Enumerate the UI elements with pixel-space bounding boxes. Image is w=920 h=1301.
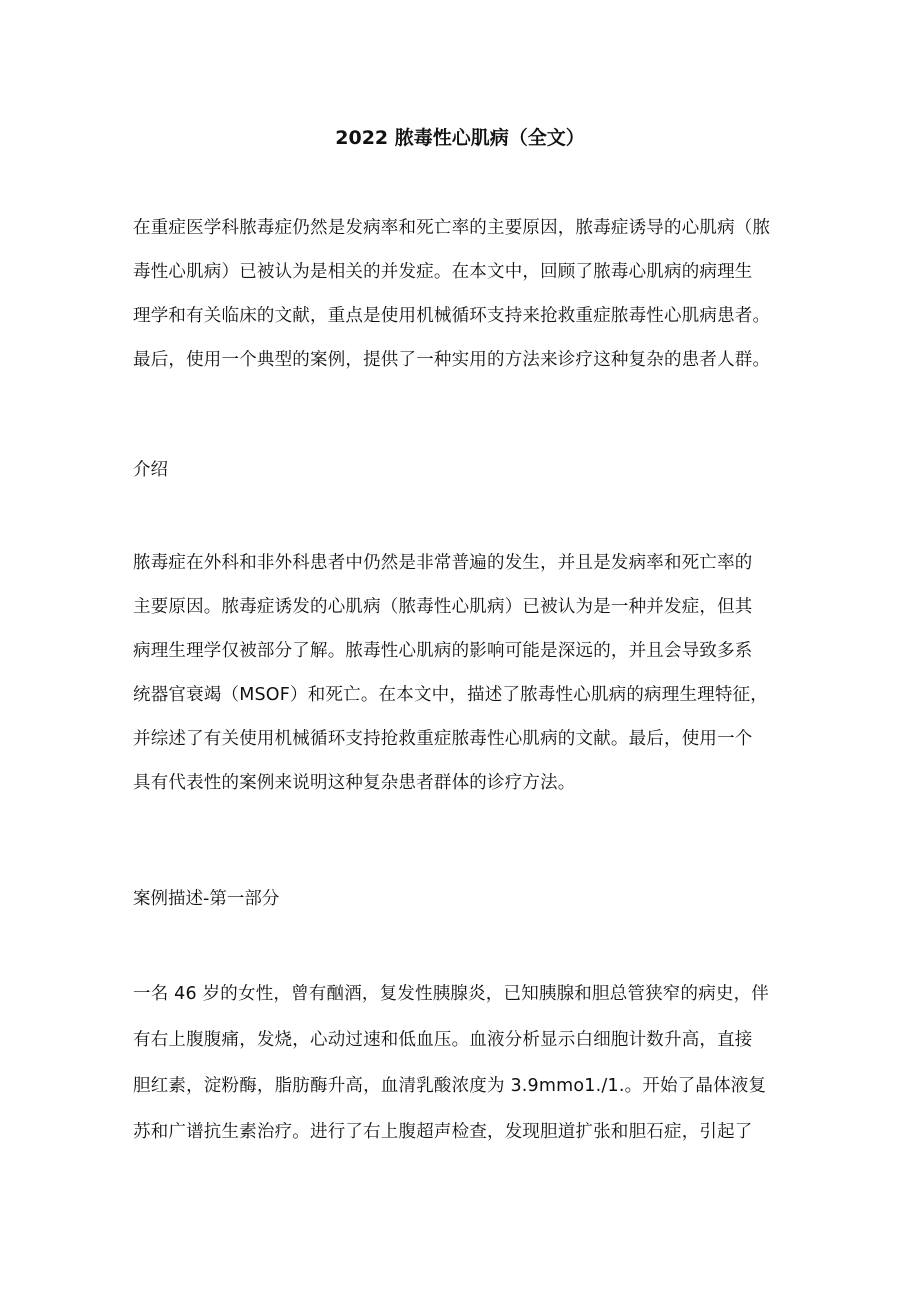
document-title: 2022 脓毒性心肌病（全文）: [335, 127, 585, 149]
intro-line: 脓毒症在外科和非外科患者中仍然是非常普遍的发生，并且是发病率和死亡率的: [133, 553, 753, 573]
abstract-paragraph: [133, 206, 801, 382]
intro-line: 统器官衰竭（MSOF）和死亡。在本文中，描述了脓毒性心肌病的病理生理特征，: [133, 685, 768, 705]
case-line: 苏和广谱抗生素治疗。进行了右上腹超声检查，发现胆道扩张和胆石症，引起了: [133, 1122, 753, 1142]
abstract-line: 毒性心肌病）已被认为是相关的并发症。在本文中，回顾了脓毒心肌病的病理生: [133, 262, 753, 282]
case-paragraph: [133, 971, 801, 1155]
case-line: 有右上腹腹痛，发烧，心动过速和低血压。血液分析显示白细胞计数升高，直接: [133, 1030, 753, 1050]
intro-line: 主要原因。脓毒症诱发的心肌病（脓毒性心肌病）已被认为是一种并发症，但其: [133, 597, 753, 617]
intro-line: 病理生理学仅被部分了解。脓毒性心肌病的影响可能是深远的，并且会导致多系: [133, 641, 753, 661]
intro-line: 并综述了有关使用机械循环支持抢救重症脓毒性心肌病的文献。最后，使用一个: [133, 729, 753, 749]
abstract-line: 最后，使用一个典型的案例，提供了一种实用的方法来诊疗这种复杂的患者人群。: [133, 350, 771, 370]
intro-line: 具有代表性的案例来说明这种复杂患者群体的诊疗方法。: [133, 773, 576, 793]
abstract-line: 在重症医学科脓毒症仍然是发病率和死亡率的主要原因，脓毒症诱导的心肌病（脓: [133, 218, 771, 238]
section-heading-case: 案例描述-第一部分: [133, 889, 280, 909]
intro-paragraph: [133, 541, 801, 805]
abstract-line: 理学和有关临床的文献，重点是使用机械循环支持来抢救重症脓毒性心肌病患者。: [133, 306, 771, 326]
section-heading-intro: 介绍: [133, 460, 168, 480]
case-line: 胆红素，淀粉酶，脂肪酶升高，血清乳酸浓度为 3.9mmo1./1.。开始了晶体液复: [133, 1076, 767, 1096]
case-line: 一名 46 岁的女性，曾有酗酒，复发性胰腺炎，已知胰腺和胆总管狭窄的病史，伴: [133, 984, 769, 1004]
